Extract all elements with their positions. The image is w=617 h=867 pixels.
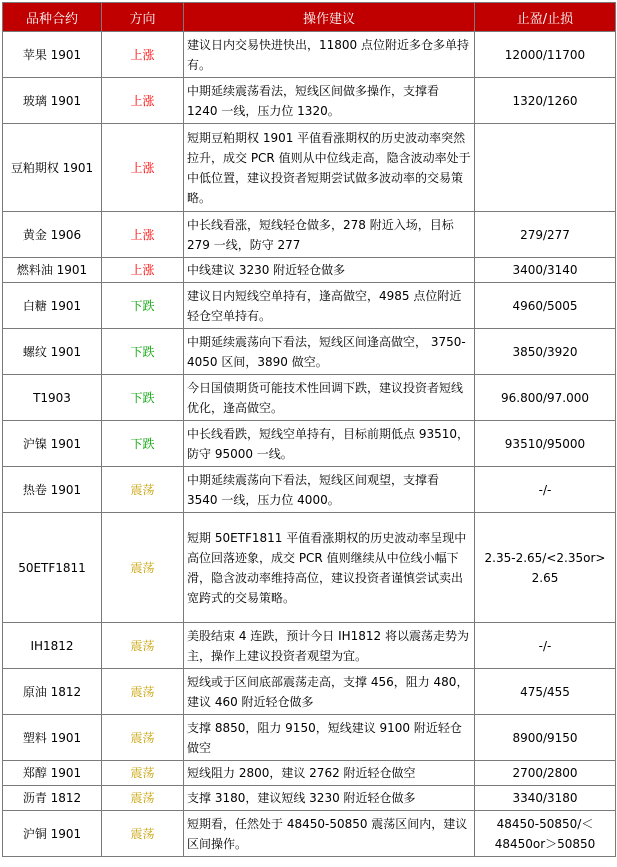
contract-cell: 黄金 1906	[3, 212, 102, 258]
table-body	[3, 32, 616, 857]
table-row	[3, 124, 616, 212]
contract-cell: 玻璃 1901	[3, 78, 102, 124]
target-cell: 96.800/97.000	[475, 375, 616, 421]
contract-cell: 沥青 1812	[3, 786, 102, 811]
target-cell	[475, 124, 616, 212]
direction-cell: 上涨	[102, 258, 184, 283]
advice-cell: 短期看，任然处于 48450-50850 震荡区间内，建议区间操作。	[184, 811, 475, 857]
advice-cell: 美股结束 4 连跌，预计今日 IH1812 将以震荡走势为主，操作上建议投资者观望为宜。	[184, 623, 475, 669]
target-cell: 1320/1260	[475, 78, 616, 124]
table-row	[3, 467, 616, 513]
contract-cell: 沪铜 1901	[3, 811, 102, 857]
advice-cell: 中期延续震荡看法，短线区间做多操作，支撑看 1240 一线，压力位 1320。	[184, 78, 475, 124]
advice-cell: 短线阻力 2800，建议 2762 附近轻仓做空	[184, 761, 475, 786]
target-cell: 2700/2800	[475, 761, 616, 786]
advice-cell: 建议日内交易快进快出，11800 点位附近多仓多单持有。	[184, 32, 475, 78]
contract-cell: 50ETF1811	[3, 513, 102, 623]
advice-cell: 建议日内短线空单持有，逢高做空，4985 点位附近轻仓空单持有。	[184, 283, 475, 329]
contract-cell: 郑醇 1901	[3, 761, 102, 786]
target-cell: -/-	[475, 467, 616, 513]
direction-cell: 下跌	[102, 283, 184, 329]
direction-cell: 下跌	[102, 329, 184, 375]
advice-cell: 支撑 8850，阻力 9150，短线建议 9100 附近轻仓做空	[184, 715, 475, 761]
table-row	[3, 375, 616, 421]
contract-cell: 豆粕期权 1901	[3, 124, 102, 212]
table-row	[3, 78, 616, 124]
advice-cell: 短期豆粕期权 1901 平值看涨期权的历史波动率突然拉升，成交 PCR 值则从中位线走高，隐含波动率处于中低位置，建议投资者短期尝试做多波动率的交易策略。	[184, 124, 475, 212]
contract-cell: 沪镍 1901	[3, 421, 102, 467]
header-advice: 操作建议	[184, 3, 475, 32]
strategy-table	[2, 2, 616, 857]
target-cell: 2.35-2.65/<2.35or> 2.65	[475, 513, 616, 623]
table-row	[3, 715, 616, 761]
direction-cell: 震荡	[102, 513, 184, 623]
direction-cell: 震荡	[102, 761, 184, 786]
target-cell: 12000/11700	[475, 32, 616, 78]
direction-cell: 震荡	[102, 669, 184, 715]
contract-cell: 螺纹 1901	[3, 329, 102, 375]
advice-cell: 短期 50ETF1811 平值看涨期权的历史波动率呈现中高位回落迹象，成交 PCR 值则继续从中位线小幅下滑，隐含波动率维持高位，建议投资者谨慎尝试卖出宽跨式的交易策略。	[184, 513, 475, 623]
table-row	[3, 761, 616, 786]
table-row	[3, 623, 616, 669]
table-row	[3, 283, 616, 329]
advice-cell: 短线或于区间底部震荡走高，支撑 456，阻力 480，建议 460 附近轻仓做多	[184, 669, 475, 715]
advice-cell: 中长线看跌，短线空单持有，目标前期低点 93510，防守 95000 一线。	[184, 421, 475, 467]
direction-cell: 震荡	[102, 623, 184, 669]
advice-cell: 中长线看涨，短线轻仓做多，278 附近入场，目标 279 一线，防守 277	[184, 212, 475, 258]
contract-cell: 热卷 1901	[3, 467, 102, 513]
direction-cell: 下跌	[102, 421, 184, 467]
direction-cell: 下跌	[102, 375, 184, 421]
table-row	[3, 669, 616, 715]
table-row	[3, 513, 616, 623]
target-cell: 3850/3920	[475, 329, 616, 375]
direction-cell: 上涨	[102, 124, 184, 212]
table-row	[3, 421, 616, 467]
advice-cell: 今日国债期货可能技术性回调下跌，建议投资者短线优化，逢高做空。	[184, 375, 475, 421]
header-contract: 品种合约	[3, 3, 102, 32]
direction-cell: 上涨	[102, 32, 184, 78]
table-row	[3, 258, 616, 283]
direction-cell: 震荡	[102, 811, 184, 857]
target-cell: 8900/9150	[475, 715, 616, 761]
target-cell: 279/277	[475, 212, 616, 258]
target-cell: 48450-50850/＜48450or＞50850	[475, 811, 616, 857]
table-row	[3, 786, 616, 811]
direction-cell: 震荡	[102, 786, 184, 811]
contract-cell: IH1812	[3, 623, 102, 669]
table-row	[3, 329, 616, 375]
target-cell: -/-	[475, 623, 616, 669]
table-row	[3, 811, 616, 857]
contract-cell: 塑料 1901	[3, 715, 102, 761]
direction-cell: 震荡	[102, 715, 184, 761]
contract-cell: 白糖 1901	[3, 283, 102, 329]
direction-cell: 震荡	[102, 467, 184, 513]
target-cell: 3400/3140	[475, 258, 616, 283]
table-row	[3, 212, 616, 258]
advice-cell: 中线建议 3230 附近轻仓做多	[184, 258, 475, 283]
header-direction: 方向	[102, 3, 184, 32]
advice-cell: 中期延续震荡向下看法，短线区间逢高做空， 3750-4050 区间，3890 做空。	[184, 329, 475, 375]
table-header-row	[3, 3, 616, 32]
header-target: 止盈/止损	[475, 3, 616, 32]
direction-cell: 上涨	[102, 78, 184, 124]
contract-cell: 苹果 1901	[3, 32, 102, 78]
target-cell: 93510/95000	[475, 421, 616, 467]
target-cell: 3340/3180	[475, 786, 616, 811]
contract-cell: T1903	[3, 375, 102, 421]
table-row	[3, 32, 616, 78]
direction-cell: 上涨	[102, 212, 184, 258]
target-cell: 4960/5005	[475, 283, 616, 329]
contract-cell: 燃料油 1901	[3, 258, 102, 283]
target-cell: 475/455	[475, 669, 616, 715]
advice-cell: 支撑 3180，建议短线 3230 附近轻仓做多	[184, 786, 475, 811]
advice-cell: 中期延续震荡向下看法，短线区间观望，支撑看 3540 一线，压力位 4000。	[184, 467, 475, 513]
contract-cell: 原油 1812	[3, 669, 102, 715]
